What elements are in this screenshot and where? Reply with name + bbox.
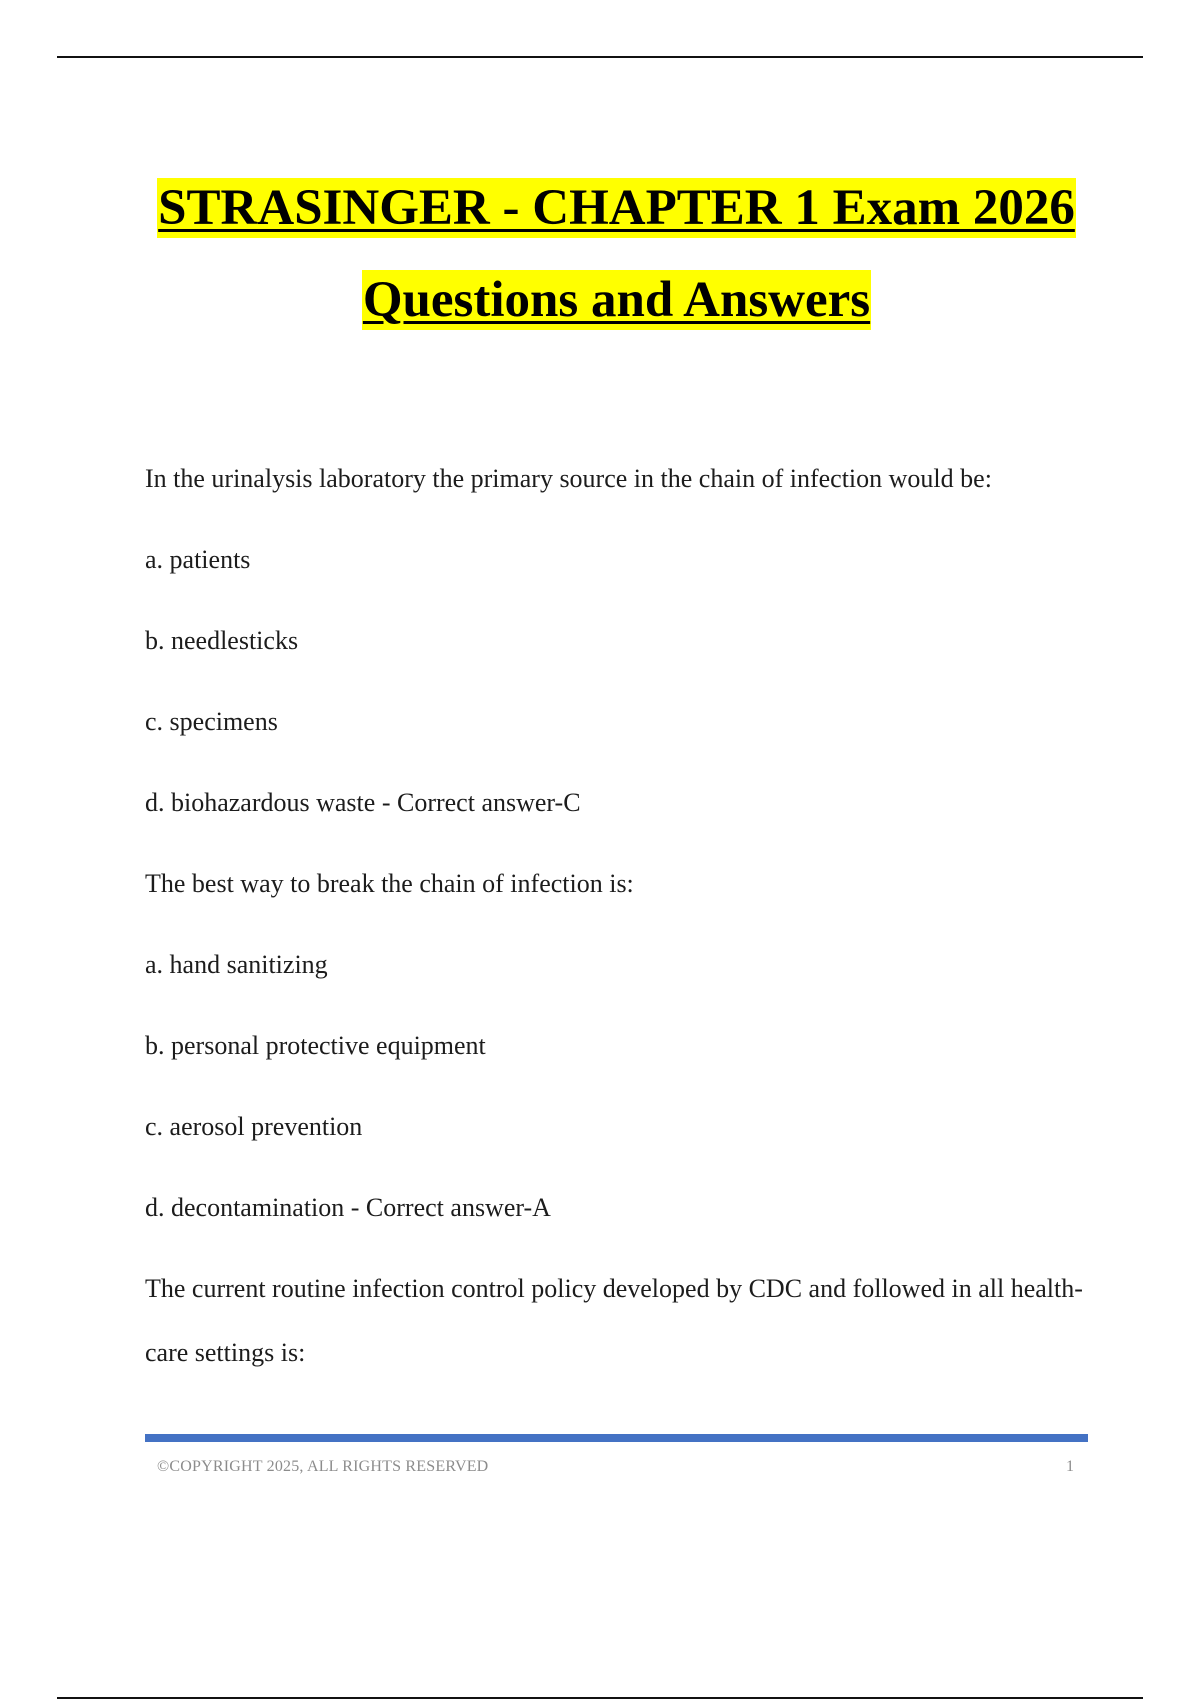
- bottom-rule: [57, 1697, 1143, 1699]
- question-1-option-b: b. needlesticks: [145, 626, 299, 655]
- question-1-text: In the urinalysis laboratory the primary source in the chain of infection would be:: [145, 464, 992, 493]
- question-2-text: The best way to break the chain of infection is:: [145, 869, 634, 898]
- question-1-option-c: c. specimens: [145, 707, 278, 736]
- question-1-option-a: a. patients: [145, 545, 251, 574]
- footer-bar: [145, 1434, 1088, 1442]
- question-2-option-a: a. hand sanitizing: [145, 950, 328, 979]
- question-2-option-c: c. aerosol prevention: [145, 1112, 363, 1141]
- top-rule: [57, 56, 1143, 58]
- question-content: [145, 447, 1088, 1402]
- page-number: 1: [1066, 1458, 1074, 1475]
- question-3-text: The current routine infection control policy developed by CDC and followed in all health-care settings is:: [145, 1274, 1083, 1367]
- title-line-2: Questions and Answers: [362, 272, 871, 328]
- title-line-1: STRASINGER - CHAPTER 1 Exam 2026: [158, 180, 1075, 236]
- question-2-option-b: b. personal protective equipment: [145, 1031, 486, 1060]
- document-title: [145, 178, 1088, 330]
- question-2-option-d-answer: d. decontamination - Correct answer-A: [145, 1193, 551, 1222]
- footer-copyright: ©COPYRIGHT 2025, ALL RIGHTS RESERVED: [157, 1458, 489, 1475]
- question-1-option-d-answer: d. biohazardous waste - Correct answer-C: [145, 788, 581, 817]
